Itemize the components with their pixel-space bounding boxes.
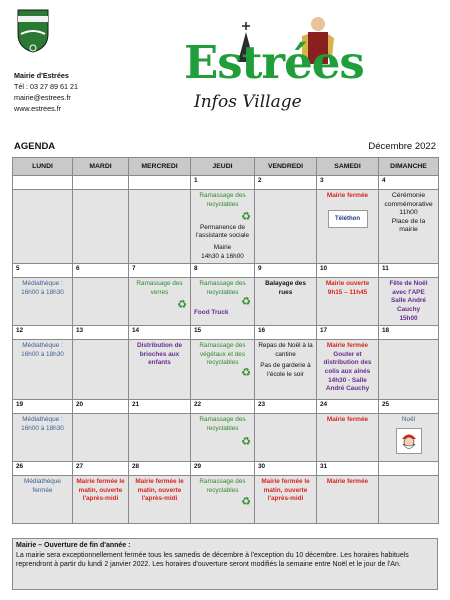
weekday-header: SAMEDI: [317, 158, 379, 176]
event-cell: [191, 278, 255, 326]
event-cell: [13, 340, 73, 400]
logo-subtitle: Infos Village: [194, 92, 302, 112]
date-cell: 12: [13, 326, 73, 340]
recycling-pickup-event: Ramassage des recyclables: [199, 280, 246, 296]
date-cell: 2: [255, 176, 317, 190]
event-cell: [73, 278, 129, 326]
event-cell: [129, 414, 191, 462]
event-cell: [255, 340, 317, 400]
event-cell: [129, 476, 191, 524]
logo-title: Estrées: [184, 36, 364, 89]
event-cell: [255, 476, 317, 524]
event-cell: [129, 190, 191, 264]
date-cell: 21: [129, 400, 191, 414]
event-cell: [191, 190, 255, 264]
event-cell: [379, 340, 439, 400]
year-end-notice: [12, 538, 438, 590]
date-row: [13, 326, 439, 340]
library-hours-event: Médiathèque :: [22, 416, 63, 424]
library-hours-event: Médiathèque :: [22, 280, 63, 288]
event-row: [13, 414, 439, 462]
event-cell: [191, 476, 255, 524]
date-cell: 25: [379, 400, 439, 414]
date-cell: [129, 176, 191, 190]
date-cell: 16: [255, 326, 317, 340]
event-cell: [13, 414, 73, 462]
event-cell: [317, 190, 379, 264]
notice-title: Mairie – Ouverture de fin d'année :: [16, 542, 131, 549]
date-cell: 19: [13, 400, 73, 414]
event-location: Salle André Cauchy: [391, 297, 426, 313]
town-hall-closed-event: Mairie fermée: [326, 342, 369, 350]
village-shield-icon: [16, 8, 50, 54]
library-hours-event: Médiathèque :: [22, 342, 63, 350]
date-cell: 11: [379, 264, 439, 278]
event-row: [13, 278, 439, 326]
event-cell: [73, 414, 129, 462]
date-row: [13, 176, 439, 190]
event-cell: [13, 190, 73, 264]
no-daycare-event: Pas de garderie à l'école le soir: [260, 362, 311, 378]
recycling-pickup-event: Ramassage des recyclables: [199, 478, 246, 494]
recycling-pickup-event: Ramassage des recyclables: [199, 192, 246, 208]
recycle-icon: ♻: [241, 296, 251, 309]
date-cell: 15: [191, 326, 255, 340]
event-cell: [255, 190, 317, 264]
event-cell: [255, 278, 317, 326]
date-cell: 8: [191, 264, 255, 278]
event-time: 15h00: [399, 314, 418, 322]
date-cell: 26: [13, 462, 73, 476]
date-cell: 20: [73, 400, 129, 414]
agenda-month: Décembre 2022: [368, 141, 436, 152]
date-cell: 17: [317, 326, 379, 340]
date-cell: 1: [191, 176, 255, 190]
event-cell: [191, 414, 255, 462]
santa-icon: [396, 428, 422, 454]
website-link[interactable]: www.estrees.fr: [14, 104, 62, 113]
event-cell: [129, 340, 191, 400]
date-cell: 22: [191, 400, 255, 414]
christmas-lunch-event: Repas de Noël à la cantine: [258, 342, 313, 358]
event-cell: [317, 414, 379, 462]
christmas-day-label: Noël: [401, 416, 416, 424]
event-cell: [129, 278, 191, 326]
event-cell: [379, 190, 439, 264]
date-cell: 10: [317, 264, 379, 278]
event-cell: [73, 476, 129, 524]
social-worker-event: Permanence de l'assistante sociale: [195, 223, 250, 240]
agenda-calendar: [12, 157, 439, 524]
town-hall-half-day-event: Mairie fermée le matin, ouverte l'après-midi: [135, 478, 184, 503]
weekday-header-row: [13, 158, 439, 176]
event-time: 14h30 à 16h00: [201, 252, 244, 260]
date-cell: 31: [317, 462, 379, 476]
recycle-icon: ♻: [241, 436, 251, 449]
date-cell: 28: [129, 462, 191, 476]
date-row: [13, 462, 439, 476]
date-cell: [13, 176, 73, 190]
town-hall-closed-event: Mairie fermée: [326, 192, 369, 199]
event-cell: [73, 340, 129, 400]
notice-text: La mairie sera exceptionnellement fermée tous les samedis de décembre à l'exception du 10 décembre. Les horaires habituels reprendront à partir du lundi 2 janvier 2022. Les horaires d'ouverture seront modifiés la semaine entre Noël et le jour de l'An.: [16, 551, 409, 568]
town-hall-open-time: 9h15 – 11h45: [327, 288, 368, 296]
date-cell: 4: [379, 176, 439, 190]
weekday-header: JEUDI: [191, 158, 255, 176]
event-cell: [317, 476, 379, 524]
library-hours-time: 16h00 à 18h30: [21, 350, 64, 358]
village-logo: [178, 14, 364, 118]
event-cell: [13, 476, 73, 524]
street-sweeping-event: Balayage des rues: [265, 280, 306, 296]
library-hours-time: 16h00 à 18h30: [21, 288, 64, 296]
date-cell: [73, 176, 129, 190]
weekday-header: MARDI: [73, 158, 129, 176]
library-hours-time: 16h00 à 18h30: [21, 424, 64, 432]
event-cell: [13, 278, 73, 326]
event-cell: [317, 278, 379, 326]
town-hall-half-day-event: Mairie fermée le matin, ouverte l'après-midi: [76, 478, 125, 503]
date-cell: 7: [129, 264, 191, 278]
recycle-icon: ♻: [241, 496, 251, 509]
brioche-distribution-event: Distribution de brioches aux enfants: [136, 342, 183, 367]
agenda-title: AGENDA: [14, 141, 56, 152]
food-truck-event: Food Truck: [194, 308, 229, 316]
event-time: 11h00: [399, 209, 418, 217]
mayor-office-name: Mairie d'Estrées: [14, 71, 69, 80]
date-row: [13, 400, 439, 414]
event-cell: [379, 278, 439, 326]
ceremony-event: Cérémonie commémorative: [384, 192, 433, 208]
library-closed-event: Médiathèque fermée: [24, 478, 61, 494]
contact-block: [14, 70, 78, 114]
town-hall-closed-event: Mairie fermée: [326, 416, 369, 424]
town-hall-closed-event: Mairie fermée: [326, 478, 369, 486]
elders-gifts-event: Gouter et distribution des colis aux aînés 14h30 - Salle André Cauchy: [323, 350, 372, 393]
weekday-header: VENDREDI: [255, 158, 317, 176]
weekday-header: LUNDI: [13, 158, 73, 176]
event-cell: [255, 414, 317, 462]
event-cell: [73, 190, 129, 264]
recycle-icon: ♻: [241, 211, 251, 224]
date-cell: 18: [379, 326, 439, 340]
telethon-logo: Téléthon: [328, 210, 368, 228]
weekday-header: DIMANCHE: [379, 158, 439, 176]
recycling-pickup-event: Ramassage des recyclables: [199, 416, 246, 432]
recycle-icon: ♻: [241, 366, 251, 379]
date-cell: 24: [317, 400, 379, 414]
page-header: [0, 0, 450, 138]
event-location: Place de la mairie: [391, 217, 426, 234]
date-cell: 27: [73, 462, 129, 476]
date-row: [13, 264, 439, 278]
date-cell: 29: [191, 462, 255, 476]
event-row: [13, 476, 439, 524]
phone-number: Tél : 03 27 89 61 21: [14, 82, 78, 91]
event-cell: [317, 340, 379, 400]
event-row: [13, 340, 439, 400]
date-cell: 3: [317, 176, 379, 190]
glass-pickup-event: Ramassage des verres: [136, 280, 183, 296]
event-cell: [191, 340, 255, 400]
date-cell: 9: [255, 264, 317, 278]
date-cell: 23: [255, 400, 317, 414]
weekday-header: MERCREDI: [129, 158, 191, 176]
date-cell: 5: [13, 264, 73, 278]
christmas-party-event: Fête de Noël avec l'APE: [389, 280, 428, 296]
green-waste-pickup-event: Ramassage des végétaux et des recyclables: [199, 342, 246, 367]
date-cell: 14: [129, 326, 191, 340]
date-cell: 6: [73, 264, 129, 278]
event-row: [13, 190, 439, 264]
event-cell: [379, 414, 439, 462]
town-hall-half-day-event: Mairie fermée le matin, ouverte l'après-midi: [261, 478, 310, 503]
event-location: Mairie: [213, 243, 232, 251]
town-hall-open-event: Mairie ouverte: [325, 280, 370, 288]
date-cell: [379, 462, 439, 476]
event-cell: [379, 476, 439, 524]
date-cell: 13: [73, 326, 129, 340]
email-address[interactable]: mairie@estrees.fr: [14, 93, 71, 102]
date-cell: 30: [255, 462, 317, 476]
recycle-icon: ♻: [177, 299, 187, 312]
